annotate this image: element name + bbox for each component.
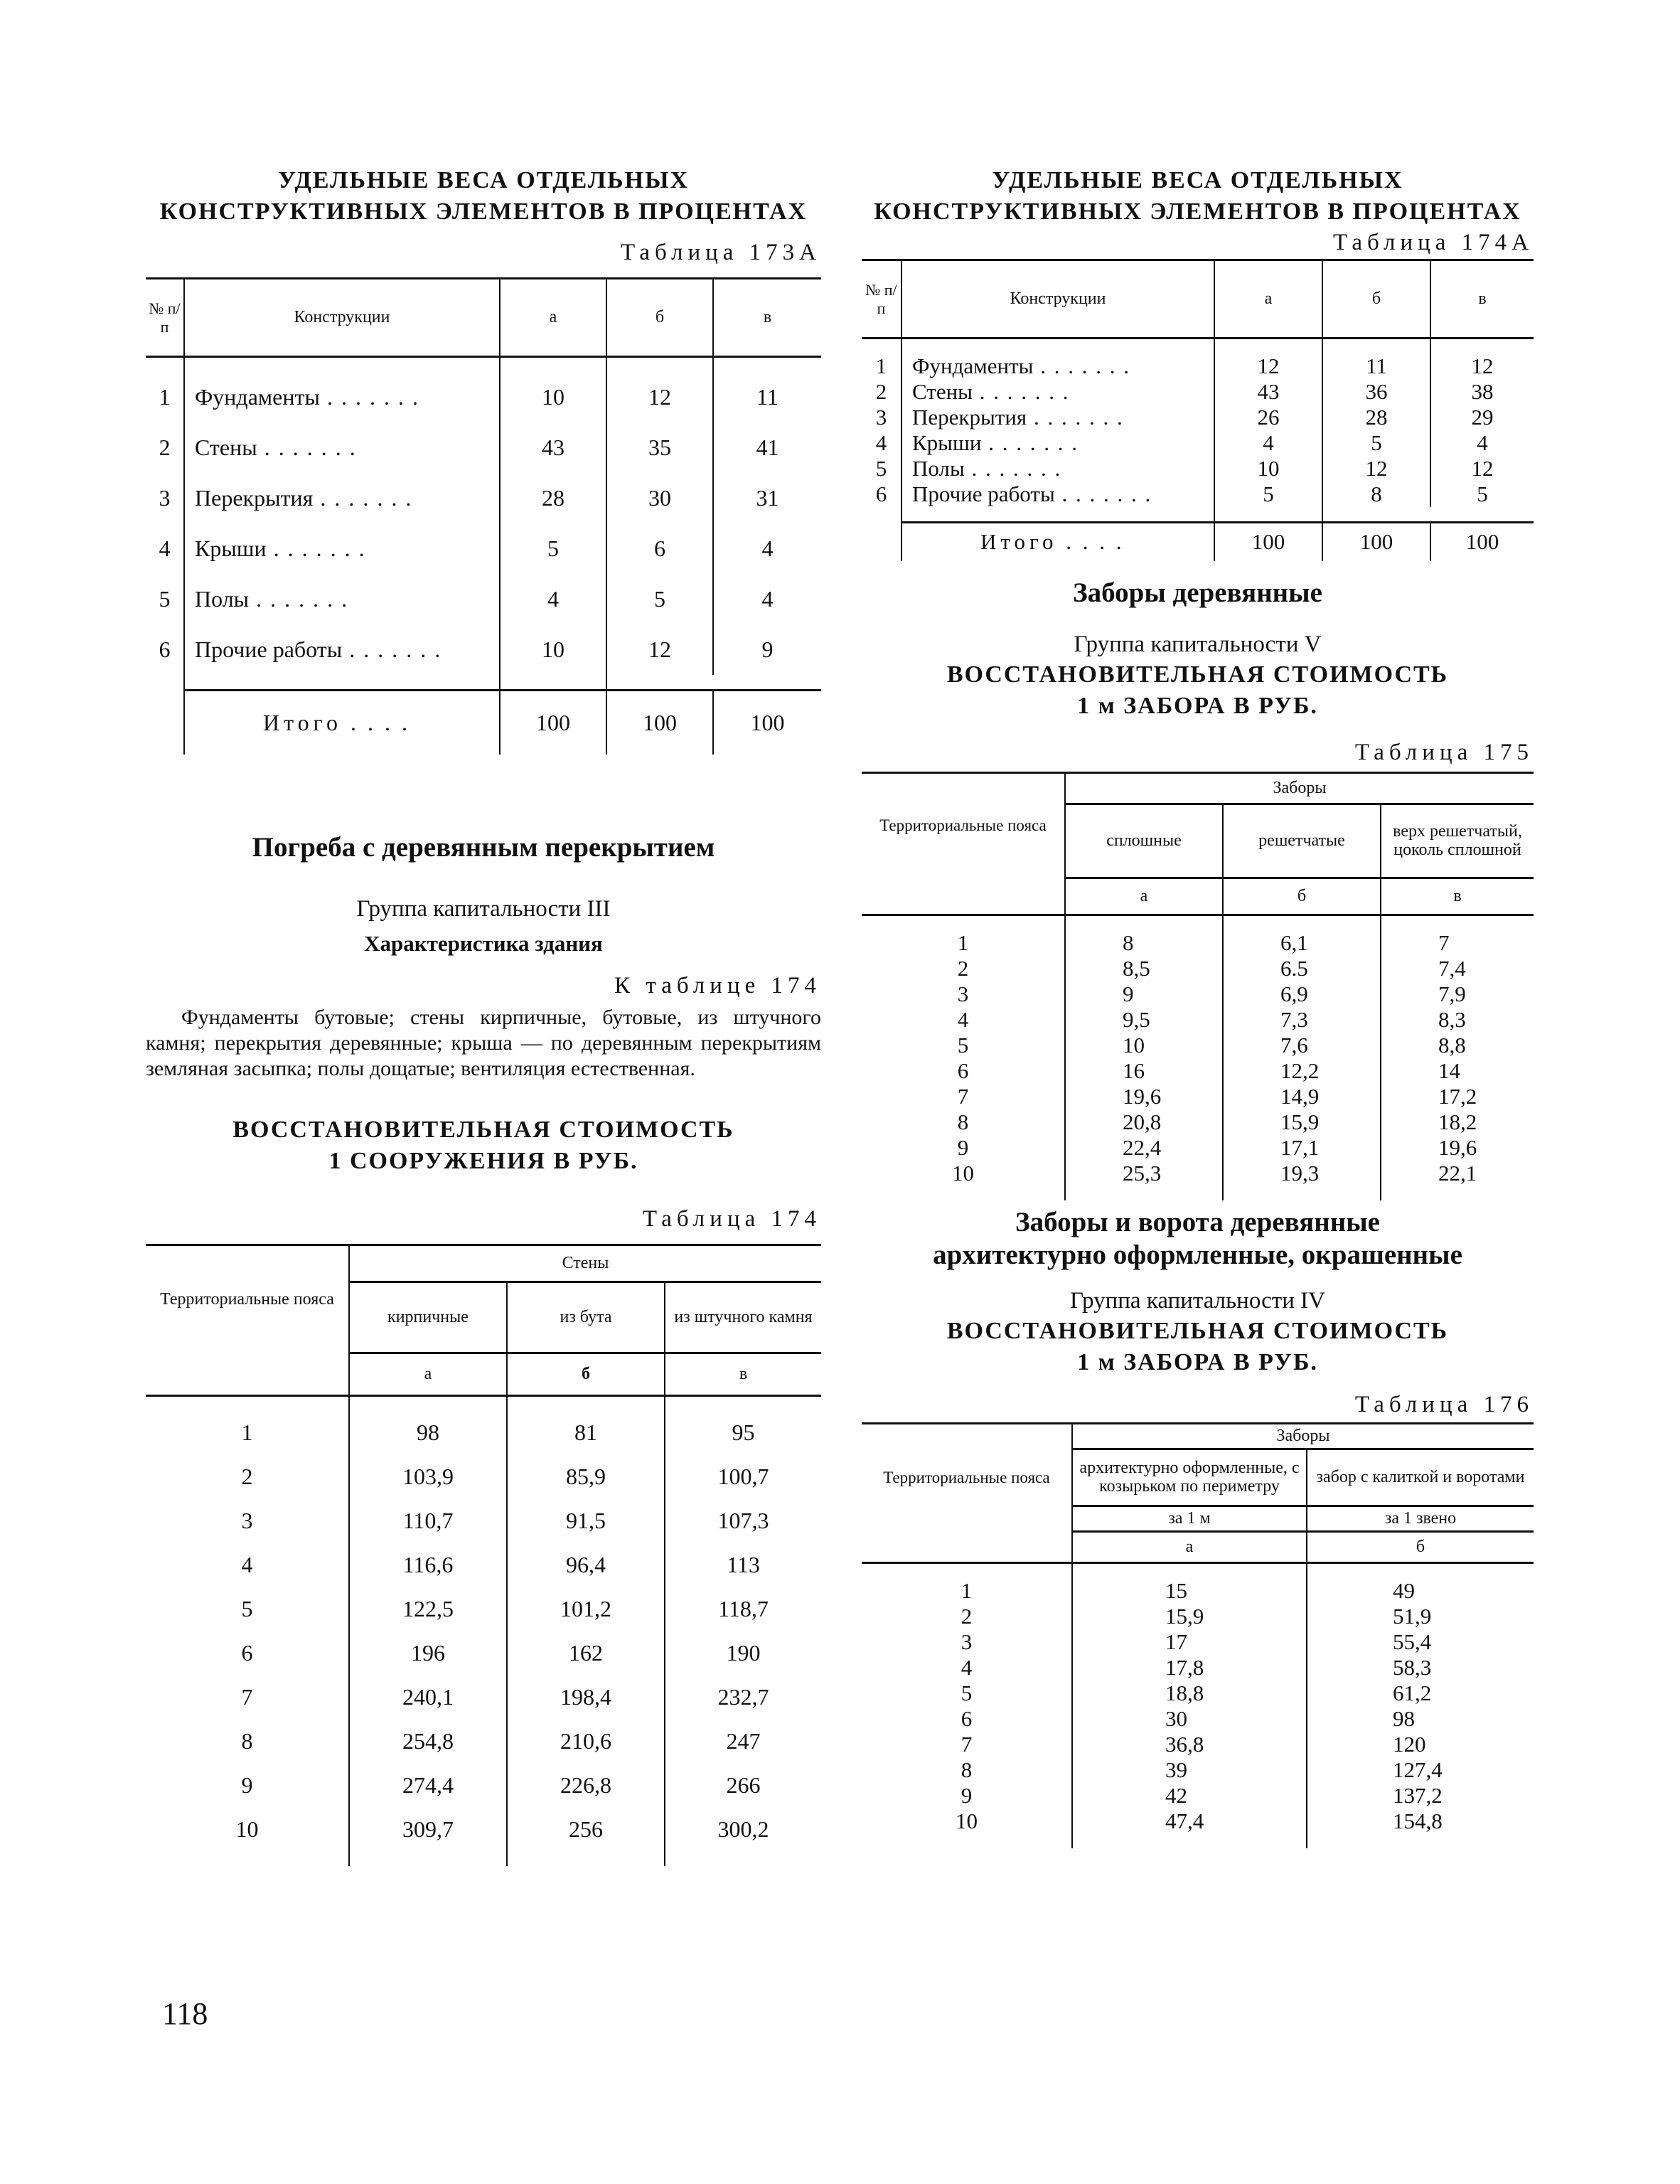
table-174a-title-line2: КОНСТРУКТИВНЫХ ЭЛЕМЕНТОВ В ПРОЦЕНТАХ bbox=[874, 198, 1521, 225]
table-row: 8 20,8 15,9 18,2 bbox=[862, 1109, 1534, 1135]
table-row: 1 98 81 95 bbox=[146, 1411, 821, 1455]
header-num: № п/п bbox=[149, 299, 181, 336]
table-173a-label: Таблица 173А bbox=[621, 240, 821, 265]
header-num: № п/п bbox=[865, 280, 897, 317]
table-row: 7 36,8 120 bbox=[862, 1732, 1534, 1757]
table-row: 7 240,1 198,4 232,7 bbox=[146, 1676, 821, 1720]
row-name: Крыши bbox=[195, 536, 267, 561]
table-row: 3 Перекрытия . . . 26 28 29 bbox=[862, 405, 1534, 430]
table-row: 5 Полы . . . 10 12 12 bbox=[862, 456, 1534, 481]
table-row: 3 110,7 91,5 107,3 bbox=[146, 1499, 821, 1543]
table-row: 7 19,6 14,9 17,2 bbox=[862, 1084, 1534, 1109]
table-row: 5 10 7,6 8,8 bbox=[862, 1033, 1534, 1058]
table-row: 6 196 162 190 bbox=[146, 1631, 821, 1676]
header-c: в bbox=[665, 1353, 821, 1395]
fences-wood-title-line1: ВОССТАНОВИТЕЛЬНАЯ СТОИМОСТЬ bbox=[946, 661, 1449, 688]
header-a: а bbox=[1072, 1531, 1307, 1562]
header-construction: Конструкции bbox=[184, 279, 500, 357]
table-174 bbox=[146, 1244, 821, 1866]
table-row: 10 309,7 256 300,2 bbox=[146, 1808, 821, 1852]
total-row: Итого . . . . 100 100 100 bbox=[146, 691, 821, 755]
table-row: 3 9 6,9 7,9 bbox=[862, 981, 1534, 1007]
total-row: Итого . . . . 100 100 100 bbox=[862, 523, 1534, 561]
table-row: 10 47,4 154,8 bbox=[862, 1809, 1534, 1834]
header-fences: Заборы bbox=[1065, 772, 1534, 804]
row-name: Стены bbox=[195, 435, 257, 460]
table-row: 1 15 49 bbox=[862, 1578, 1534, 1604]
table-row: 4 116,6 96,4 113 bbox=[146, 1543, 821, 1587]
row-name: Крыши bbox=[912, 430, 982, 455]
table-176 bbox=[862, 1422, 1534, 1848]
table-173a-title-line2: КОНСТРУКТИВНЫХ ЭЛЕМЕНТОВ В ПРОЦЕНТАХ bbox=[159, 198, 808, 225]
table-row: 5 18,8 61,2 bbox=[862, 1680, 1534, 1706]
fences-wood-label: Таблица 175 bbox=[1354, 739, 1534, 765]
table-row: 1 Фундаменты . . . 12 11 12 bbox=[862, 353, 1534, 379]
table-row: 6 30 98 bbox=[862, 1706, 1534, 1732]
table-174-label: Таблица 174 bbox=[642, 1205, 821, 1232]
header-b: б bbox=[606, 279, 713, 357]
fences-wood-title-line2: 1 м ЗАБОРА В РУБ. bbox=[1077, 692, 1318, 719]
table-row: 5 122,5 101,2 118,7 bbox=[146, 1587, 821, 1631]
header-c: в bbox=[713, 279, 821, 357]
fences-wood-group: Группа капитальности V bbox=[1074, 631, 1322, 657]
table-row: 9 42 137,2 bbox=[862, 1783, 1534, 1809]
table-row: 3 Перекрытия . . . 28 30 31 bbox=[146, 473, 821, 523]
table-row: 2 15,9 51,9 bbox=[862, 1604, 1534, 1629]
row-name: Стены bbox=[912, 379, 973, 404]
header-solid: сплошные bbox=[1065, 804, 1223, 878]
header-brick: кирпичные bbox=[349, 1282, 507, 1353]
fences-arch-heading-line2: архитектурно оформленные, окрашенные bbox=[933, 1239, 1462, 1270]
fences-arch-title-line1: ВОССТАНОВИТЕЛЬНАЯ СТОИМОСТЬ bbox=[946, 1317, 1449, 1344]
header-per-link: за 1 звено bbox=[1307, 1506, 1534, 1531]
table-174a-label: Таблица 174А bbox=[1333, 230, 1534, 255]
table-row: 10 25,3 19,3 22,1 bbox=[862, 1161, 1534, 1186]
table-row: 6 Прочие работы . . . 5 8 5 bbox=[862, 481, 1534, 507]
table-row: 4 17,8 58,3 bbox=[862, 1655, 1534, 1680]
left-column bbox=[146, 165, 821, 1866]
header-gate: забор с калиткой и воротами bbox=[1307, 1449, 1534, 1506]
row-name: Прочие работы bbox=[912, 481, 1055, 506]
header-construction: Конструкции bbox=[901, 260, 1214, 339]
row-name: Полы bbox=[195, 586, 250, 612]
header-zones: Территориальные пояса bbox=[879, 816, 1047, 834]
total-label: Итого bbox=[263, 709, 342, 735]
header-b: б bbox=[1307, 1531, 1534, 1562]
cellars-characteristic: Характеристика здания bbox=[364, 930, 603, 956]
header-b: б bbox=[1322, 260, 1430, 339]
cellars-to-table: К таблице 174 bbox=[614, 972, 821, 998]
header-a: а bbox=[1214, 260, 1322, 339]
header-walls: Стены bbox=[349, 1245, 821, 1282]
header-stone: из штучного камня bbox=[665, 1282, 821, 1353]
table-row: 3 17 55,4 bbox=[862, 1629, 1534, 1655]
header-a: а bbox=[1065, 878, 1223, 915]
table-row: 6 16 12,2 14 bbox=[862, 1058, 1534, 1084]
table-175 bbox=[862, 772, 1534, 1200]
cellars-group: Группа капитальности III bbox=[356, 895, 611, 922]
table-row: 4 Крыши . . . 5 6 4 bbox=[146, 523, 821, 574]
table-row: 2 Стены . . . 43 36 38 bbox=[862, 379, 1534, 405]
header-c: в bbox=[1381, 878, 1534, 915]
header-rubble: из бута bbox=[507, 1282, 665, 1353]
right-column bbox=[862, 165, 1534, 1848]
table-row: 4 9,5 7,3 8,3 bbox=[862, 1007, 1534, 1033]
table-row: 6 Прочие работы . . . 10 12 9 bbox=[146, 624, 821, 675]
header-a: а bbox=[349, 1353, 507, 1395]
fences-arch-group: Группа капитальности IV bbox=[1070, 1287, 1325, 1314]
header-lattice: решетчатые bbox=[1223, 804, 1381, 878]
header-arch: архитектурно оформленные, с козырьком по периметру bbox=[1072, 1449, 1307, 1506]
page-number: 118 bbox=[162, 1996, 208, 2031]
header-fences: Заборы bbox=[1072, 1423, 1534, 1449]
header-zones: Территориальные пояса bbox=[160, 1289, 334, 1309]
table-174a-title-line1: УДЕЛЬНЫЕ ВЕСА ОТДЕЛЬНЫХ bbox=[992, 167, 1403, 193]
fences-arch-label: Таблица 176 bbox=[1354, 1391, 1534, 1417]
cellars-heading: Погреба с деревянным перекрытием bbox=[252, 831, 715, 863]
table-174-title-line1: ВОССТАНОВИТЕЛЬНАЯ СТОИМОСТЬ bbox=[232, 1116, 734, 1143]
fences-arch-heading-line1: Заборы и ворота деревянные bbox=[1015, 1206, 1380, 1237]
table-174-title-line2: 1 СООРУЖЕНИЯ В РУБ. bbox=[328, 1147, 638, 1174]
header-mixed: верх решетчатый, цоколь сплошной bbox=[1381, 804, 1534, 878]
row-name: Полы bbox=[912, 456, 965, 481]
cellars-description: Фундаменты бутовые; стены кирпичные, бутовые, из штучного камня; перекрытия деревянные; крыша — по деревянным перекрытиям земляная засыпка; полы дощатые; вентиляция естественная. bbox=[146, 1005, 821, 1080]
row-name: Фундаменты bbox=[195, 384, 320, 410]
table-row: 2 8,5 6.5 7,4 bbox=[862, 956, 1534, 981]
row-name: Фундаменты bbox=[912, 353, 1034, 378]
total-label: Итого bbox=[980, 529, 1058, 555]
table-row: 9 274,4 226,8 266 bbox=[146, 1764, 821, 1808]
header-a: а bbox=[500, 279, 606, 357]
table-row: 9 22,4 17,1 19,6 bbox=[862, 1135, 1534, 1161]
header-b: б bbox=[1223, 878, 1381, 915]
fences-wood-heading: Заборы деревянные bbox=[1073, 577, 1322, 608]
table-row: 2 Стены . . . 43 35 41 bbox=[146, 422, 821, 473]
table-row: 2 103,9 85,9 100,7 bbox=[146, 1455, 821, 1499]
table-row: 4 Крыши . . . 4 5 4 bbox=[862, 430, 1534, 456]
fences-arch-title-line2: 1 м ЗАБОРА В РУБ. bbox=[1077, 1348, 1318, 1375]
header-per-meter: за 1 м bbox=[1072, 1506, 1307, 1531]
table-row: 5 Полы . . . 4 5 4 bbox=[146, 574, 821, 624]
table-row: 1 8 6,1 7 bbox=[862, 930, 1534, 956]
table-174a bbox=[862, 259, 1534, 561]
table-173a-title-line1: УДЕЛЬНЫЕ ВЕСА ОТДЕЛЬНЫХ bbox=[277, 167, 690, 193]
header-zones: Территориальные пояса bbox=[883, 1468, 1050, 1486]
row-name: Прочие работы bbox=[195, 636, 343, 662]
table-row: 8 39 127,4 bbox=[862, 1757, 1534, 1783]
table-row: 1 Фундаменты . . . 10 12 11 bbox=[146, 372, 821, 422]
table-173a bbox=[146, 277, 821, 755]
header-c: в bbox=[1430, 260, 1534, 339]
row-name: Перекрытия bbox=[912, 405, 1027, 430]
row-name: Перекрытия bbox=[195, 485, 314, 511]
table-row: 8 254,8 210,6 247 bbox=[146, 1720, 821, 1764]
header-b: б bbox=[507, 1353, 665, 1395]
